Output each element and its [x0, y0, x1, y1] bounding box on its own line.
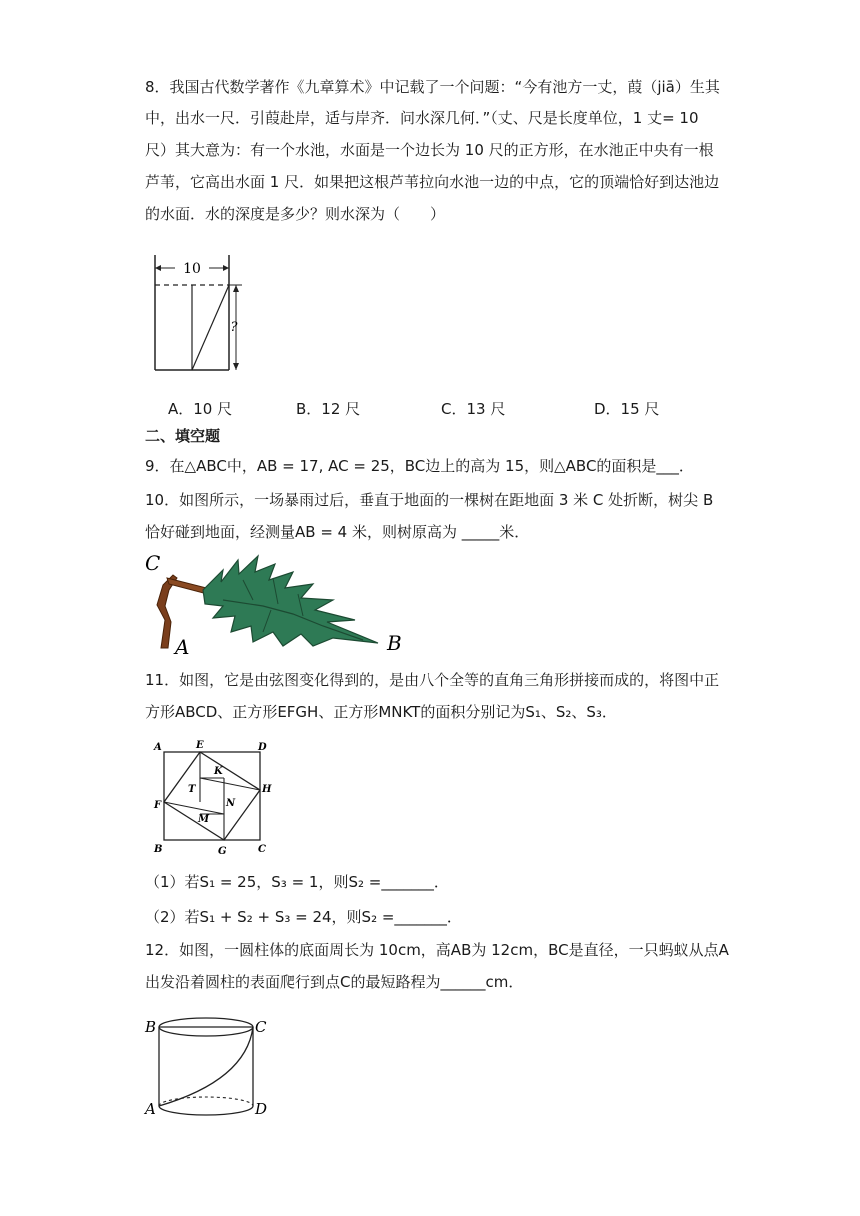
broken-tree-figure: [143, 550, 413, 660]
cyl-label-d: D: [255, 1100, 268, 1118]
q11-sub2: （2）若S₁ + S₂ + S₃ = 24，则S₂ =_______．: [145, 908, 462, 926]
label-k: K: [214, 766, 223, 777]
q11-line-1: 11．如图，它是由弦图变化得到的，是由八个全等的直角三角形拼接而成的，将图中正: [145, 671, 720, 689]
cyl-label-a: A: [145, 1100, 156, 1118]
option-d[interactable]: D．15 尺: [594, 400, 660, 418]
pond-figure: [145, 250, 255, 375]
label-a: A: [154, 742, 162, 753]
option-b[interactable]: B．12 尺: [296, 400, 361, 418]
q8-line-1: 8．我国古代数学著作《九章算术》中记载了一个问题：“今有池方一丈，葭（jiā）生其: [145, 78, 720, 96]
cylinder-figure: [143, 1010, 273, 1125]
q11-line-2: 方形ABCD、正方形EFGH、正方形MNKT的面积分别记为S₁、S₂、S₃．: [145, 703, 617, 721]
depth-question-label: ?: [230, 320, 238, 335]
option-c[interactable]: C．13 尺: [441, 400, 506, 418]
label-g: G: [218, 846, 227, 856]
q8-line-5: 的水面．水的深度是多少？则水深为（ ）: [145, 205, 446, 223]
q9-text: 9．在△ABC中，AB = 17, AC = 25，BC边上的高为 15，则△ABC的面积是___．: [145, 457, 694, 475]
cyl-label-c: C: [255, 1018, 267, 1036]
label-m: M: [198, 814, 210, 825]
q12-line-1: 12．如图，一圆柱体的底面周长为 10cm，高AB为 12cm，BC是直径，一只蚂蚁从点A: [145, 941, 729, 959]
label-d: D: [258, 742, 267, 753]
q10-line-2: 恰好碰到地面，经测量AB = 4 米，则树原高为 _____米．: [145, 523, 530, 541]
q11-sub1: （1）若S₁ = 25，S₃ = 1，则S₂ =_______．: [145, 873, 449, 891]
pond-width-label: 10: [183, 261, 201, 277]
chord-diagram-figure: [150, 738, 275, 856]
label-b: B: [154, 844, 163, 855]
q12-line-2: 出发沿着圆柱的表面爬行到点C的最短路程为______cm．: [145, 973, 524, 991]
q8-line-4: 芦苇，它高出水面 1 尺．如果把这根芦苇拉向水池一边的中点，它的顶端恰好到达池边: [145, 173, 720, 191]
label-f: F: [154, 800, 162, 811]
cyl-label-b: B: [145, 1018, 157, 1036]
tree-label-b: B: [387, 631, 402, 655]
option-a[interactable]: A．10 尺: [168, 400, 233, 418]
q8-line-3: 尺）其大意为：有一个水池，水面是一个边长为 10 尺的正方形，在水池正中央有一根: [145, 141, 714, 159]
label-c: C: [258, 844, 266, 855]
section-title: 二、填空题: [145, 427, 221, 445]
label-n: N: [226, 798, 236, 809]
tree-label-c: C: [145, 551, 161, 575]
q8-line-2: 中，出水一尺．引葭赴岸，适与岸齐．问水深几何．”（丈、尺是长度单位，1 丈= 10: [145, 109, 699, 127]
label-t: T: [188, 784, 196, 795]
q10-line-1: 10．如图所示，一场暴雨过后，垂直于地面的一棵树在距地面 3 米 C 处折断，树尖 B: [145, 491, 714, 509]
tree-label-a: A: [175, 635, 190, 659]
label-e: E: [196, 740, 204, 751]
label-h: H: [262, 784, 272, 795]
